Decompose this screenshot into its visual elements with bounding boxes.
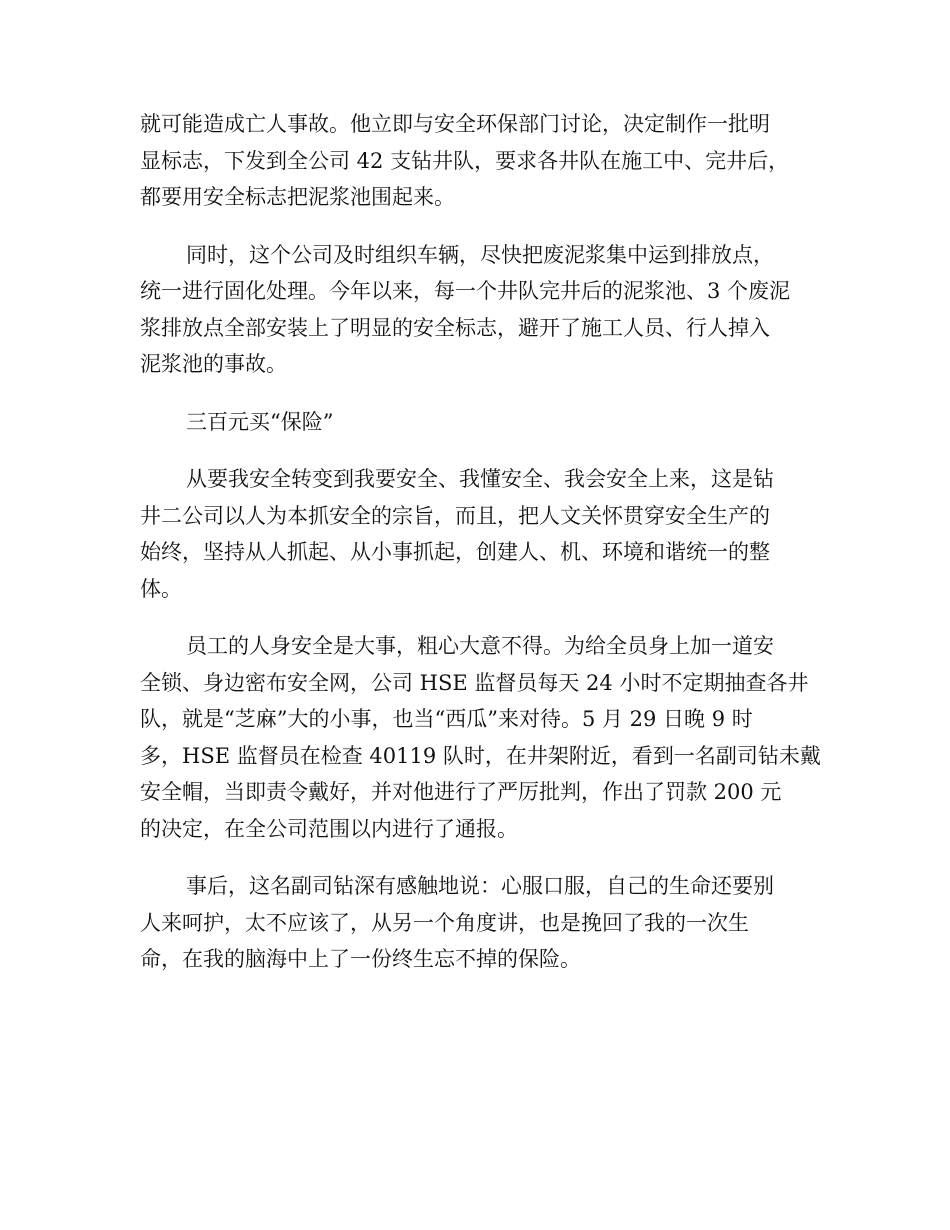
section-heading — [140, 404, 810, 441]
heading-text: 三百元买“保险” — [186, 409, 334, 434]
text-line: 体。 — [140, 576, 182, 601]
paragraph — [140, 237, 810, 383]
text-line: 同时，这个公司及时组织车辆，尽快把废泥浆集中运到排放点， — [186, 242, 774, 267]
text-line: 统一进行固化处理。今年以来，每一个井队完井后的泥浆池、3 个废泥 — [140, 279, 791, 303]
text-line: 都要用安全标志把泥浆池围起来。 — [140, 185, 455, 209]
text-line: 浆排放点全部安装上了明显的安全标志，避开了施工人员、行人掉入 — [140, 315, 770, 340]
paragraph — [140, 628, 821, 847]
text-line: 就可能造成亡人事故。他立即与安全环保部门讨论，决定制作一批明 — [140, 112, 770, 136]
text-line: 多，HSE 监督员在检查 40119 队时，在井架附近，看到一名副司钻未戴 — [140, 743, 821, 768]
text-line: 显标志，下发到全公司 42 支钻井队，要求各井队在施工中、完井后， — [140, 148, 790, 173]
text-line: 员工的人身安全是大事，粗心大意不得。为给全员身上加一道安 — [186, 634, 774, 658]
paragraph — [140, 461, 810, 607]
text-line: 命，在我的脑海中上了一份终生忘不掉的保险。 — [140, 947, 581, 971]
text-line: 队，就是“芝麻”大的小事，也当“西瓜”来对待。5 月 29 日晚 9 时 — [140, 707, 753, 731]
text-line: 事后，这名副司钻深有感触地说：心服口服，自己的生命还要别 — [186, 874, 774, 898]
document-body — [140, 106, 821, 999]
text-line: 人来呵护，太不应该了，从另一个角度讲，也是挽回了我的一次生 — [140, 910, 749, 935]
text-line: 从要我安全转变到我要安全、我懂安全、我会安全上来，这是钻 — [186, 467, 774, 491]
text-line: 始终，坚持从人抓起、从小事抓起，创建人、机、环境和谐统一的整 — [140, 540, 770, 564]
text-line: 井二公司以人为本抓安全的宗旨，而且，把人文关怀贯穿安全生产的 — [140, 503, 770, 528]
paragraph — [140, 868, 810, 978]
text-line: 全锁、身边密布安全网，公司 HSE 监督员每天 24 小时不定期抽查各井 — [140, 670, 809, 695]
text-line: 的决定，在全公司范围以内进行了通报。 — [140, 816, 518, 841]
text-line: 泥浆池的事故。 — [140, 352, 287, 376]
paragraph — [140, 106, 810, 216]
text-line: 安全帽，当即责令戴好，并对他进行了严厉批判，作出了罚款 200 元 — [140, 780, 782, 804]
